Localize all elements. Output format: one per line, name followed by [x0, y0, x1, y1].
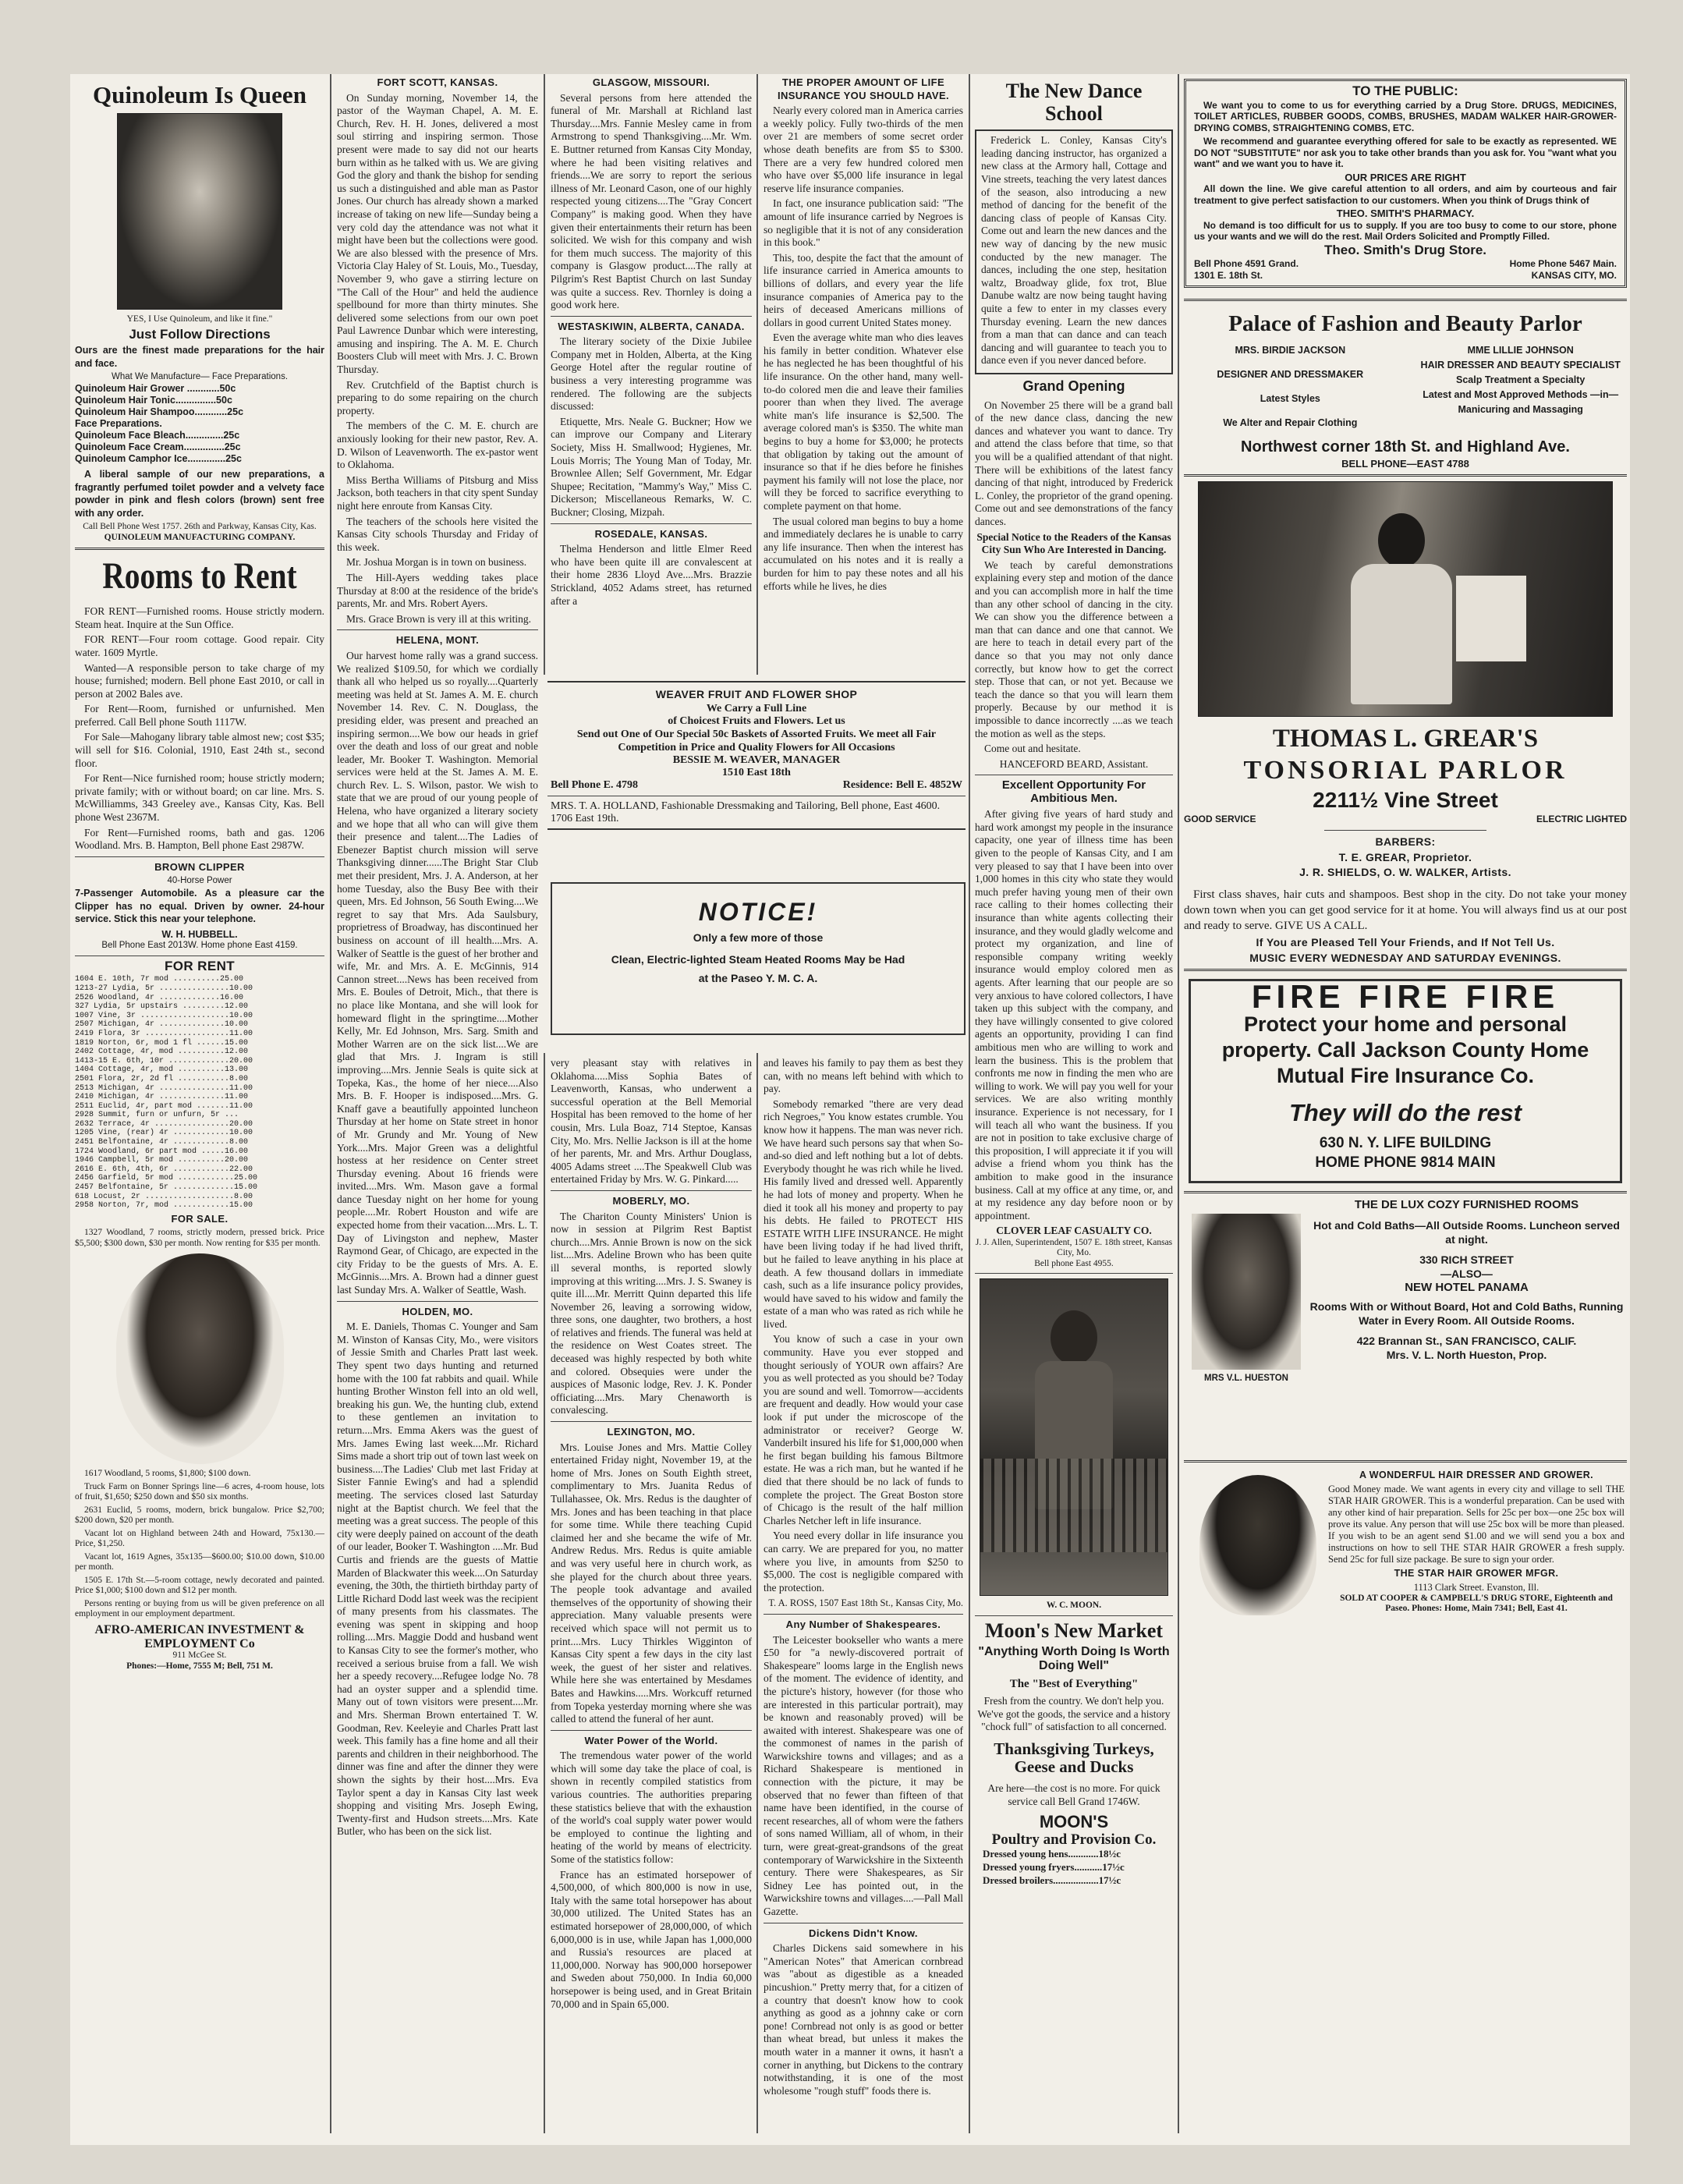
rent-row: 2419 Flora, 3r ..................11.00 — [75, 1029, 253, 1038]
grower-ad — [1184, 1467, 1627, 1654]
story-fort-scott-2: Rev. Crutchfield of the Baptist church is preparing to do some repairing on the church property. — [337, 378, 538, 417]
drug-store-ad — [1184, 79, 1627, 288]
column-rule — [544, 1053, 545, 2133]
clover-phone: Bell phone East 4955. — [1034, 1258, 1114, 1268]
public-t2: We recommend and guarantee everything offered for sale to be exactly as represented. WE DO NOT "SUBSTITUTE" nor ask you to take other brands than you ask for. You "want what you want" and we want you to have it. — [1194, 136, 1617, 169]
sale-listings — [75, 1469, 324, 1620]
dance-box — [975, 129, 1173, 374]
dance-title: The New Dance School — [1005, 80, 1143, 125]
weaver-phones — [547, 779, 966, 792]
poultry-price: Dressed young fryers...........17½c — [983, 1861, 1125, 1873]
rent-row: 2513 Michigan, 4r ...............11.00 — [75, 1083, 253, 1093]
grear-address: 2211½ Vine Street — [1313, 787, 1498, 812]
palace-birdie — [1184, 343, 1397, 431]
weaver-l1: We Carry a Full Line — [706, 703, 807, 714]
barber-2: J. R. SHIELDS, O. W. WALKER, Artists. — [1299, 866, 1511, 879]
rent-row: 2616 E. 6th, 4th, 6r ............22.00 — [75, 1165, 253, 1174]
grear-title: TONSORIAL PARLOR — [1243, 756, 1568, 785]
fire-text: Protect your home and personal property. Call Jackson County Home Mutual Fire Insurance Co. — [1221, 1012, 1589, 1087]
divider — [75, 856, 324, 857]
palace-address: Northwest corner 18th St. and Highland Ave. — [1241, 438, 1570, 456]
weaver-manager: BESSIE M. WEAVER, MANAGER — [672, 754, 841, 766]
grear-electric: ELECTRIC LIGHTED — [1536, 813, 1627, 824]
fire-title: FIRE FIRE FIRE — [1251, 978, 1560, 1016]
afro-phone: Phones:—Home, 7555 M; Bell, 751 M. — [126, 1661, 273, 1671]
column-rule — [330, 74, 331, 2133]
afro-head: AFRO-AMERICAN INVESTMENT & EMPLOYMENT Co — [94, 1622, 305, 1650]
divider — [551, 1730, 752, 1731]
turkey-head: Thanksgiving Turkeys, Geese and Ducks — [994, 1739, 1154, 1777]
story-holden: M. E. Daniels, Thomas C. Younger and Sam M. Winston of Kansas City, Mo., were visitors of Jessie Smith and Charles Pratt last week. They spent two days hunting and returned home with the 100 fat rabbits and quail. While hunting Brother Winston fell into an old well, breaking his gun. We, the hunting club, extend to these gentlemen an invitation to return....Mrs. Emma Akers was the guest of Mrs. James Ewing last week....Mr. Richard Sims made a short trip out of town last week on business....The Ladies' Club met last Friday at Sister Fannie Ewing's and had a splendid meeting. The services closed last Saturday night at the Baptist church. We feel that the meeting was a great success. The people of this city were deeply pained on account of the death of our leader, Booker T. Washington ....Mr. Bud Curtis and friends are the guests of Mattie Marden of Blackwater this week....On Saturday evening, the 30th, the thirtieth birthday party of Little Richard Dodd last week was the recipient of many presents from his classmates. The evening was spent in skipping and hoop rolling....Mrs. Maggie Dodd and husband went to Kansas City to see the former's mother, who received a serious bruise from a fall. We wish her a speedy recovery....Refugee lodge No. 78 had an oyster supper and a splendid time. Many out of town visitors were present....Mr. and Mrs. Sherman Brown entertained T. W. Goodman, Rev. Keeleyie and Charles Pratt last week. This family has a fine home and all their parents and children in their neighborhood. The dinner was fine and after the dinner they were shown the sights by their host....Mrs. Eva Taylor spent a day in Kansas City last week shopping and visiting Mrs. Joseph Ewing, Twenty-first and Hudson streets....Mrs. Kate Butler, who has been on the sick list. — [337, 1321, 538, 1838]
moon-market-title: Moon's New Market — [984, 1618, 1164, 1642]
newspaper-page — [70, 74, 1630, 2145]
classified-ad: For Sale—Mahogany library table almost new; cost $35; will sell for $16. Colonial, 1910, East 24th st., second floor. — [75, 731, 324, 769]
weaver-l2: of Choicest Fruits and Flowers. Let us — [668, 715, 845, 727]
moon-caption: W. C. MOON. — [1046, 1601, 1102, 1611]
rent-row: 1404 Cottage, 4r, mod ..........13.00 — [75, 1065, 249, 1075]
divider — [551, 1190, 752, 1191]
divider — [1184, 299, 1627, 301]
cozy-head: THE DE LUX COZY FURNISHED ROOMS — [1354, 1197, 1579, 1211]
sale-listing: Persons renting or buying from us will be given preference on all employment in our employment department. — [75, 1598, 324, 1619]
quinoleum-caption: YES, I Use Quinoleum, and like it fine." — [126, 314, 273, 324]
weaver-residence: Residence: Bell E. 4852W — [842, 779, 962, 791]
rent-row: 2632 Terrace, 4r ................20.00 — [75, 1119, 253, 1129]
column-rule — [756, 74, 758, 675]
price-list-item: Quinoleum Hair Grower ............50c — [75, 382, 236, 394]
headline-rosedale: ROSEDALE, KANSAS. — [594, 527, 708, 540]
story-fort-scott-7: The Hill-Ayers wedding takes place Thursday at 8:00 at the residence of the bride's parents, Mr. and Mrs. Robert Ayers. — [337, 571, 538, 610]
price-list-item: Quinoleum Hair Tonic...............50c — [75, 394, 232, 406]
divider — [551, 523, 752, 524]
insurance-signature: T. A. ROSS, 1507 East 18th St., Kansas City, Mo. — [768, 1597, 963, 1609]
rent-row: 2511 Euclid, 4r, part mod .......11.00 — [75, 1101, 253, 1111]
store-name: Theo. Smith's Drug Store. — [1323, 242, 1487, 257]
palace-lillie — [1414, 343, 1627, 431]
price-list-item: Quinoleum Face Cream...............25c — [75, 441, 241, 452]
cozy-text: Hot and Cold Baths—All Outside Rooms. Luncheon served at night. — [1313, 1218, 1620, 1246]
story-rosedale: Thelma Henderson and little Elmer Reed who have been quite ill are convalescent at their home 2836 Lloyd Ave....Mrs. Brazzie Strickland, 4052 Adams street, has returned after a — [551, 543, 752, 607]
quinoleum-title: Quinoleum Is Queen — [93, 81, 306, 108]
rent-row: 2928 Summit, furn or unfurn, 5r ... — [75, 1111, 239, 1120]
column-2 — [337, 74, 538, 1841]
sale-listing: Vacant lot, 1619 Agnes, 35x135—$600.00; $10.00 down, $10.00 per month. — [75, 1551, 324, 1572]
moon-price-list — [975, 1848, 1173, 1887]
barbers-head: BARBERS: — [1375, 835, 1436, 849]
store-phones — [1194, 258, 1617, 270]
weaver-head: WEAVER FRUIT AND FLOWER SHOP — [655, 688, 858, 700]
sale-listing: Vacant lot on Highland between 24th and Howard, 75x130.—Price, $1,250. — [75, 1528, 324, 1549]
clipper-sub: 40-Horse Power — [167, 876, 232, 886]
story-westaskiwin: The literary society of the Dixie Jubilee Company met in Holden, Alberta, at the King George Hotel after the regular routine of business a very interesting programme was rendered. The following are the subjects discussed: — [551, 335, 752, 413]
quinoleum-what: What We Manufacture— Face Preparations. — [111, 372, 289, 382]
birdie-name: MRS. BIRDIE JACKSON — [1235, 344, 1346, 356]
grower-text-block — [1328, 1467, 1625, 1615]
divider — [75, 548, 324, 550]
store-home-phone: Home Phone 5467 Main. — [1509, 258, 1617, 269]
divider — [975, 1615, 1173, 1616]
story-fort-scott-5: The teachers of the schools here visited the Kansas City schools Thursday and Friday of this week. — [337, 515, 538, 553]
store-address — [1194, 270, 1617, 282]
forsale-head: FOR SALE. — [171, 1212, 229, 1225]
poultry-head: Poultry and Provision Co. — [991, 1831, 1157, 1848]
rent-row: 2410 Michigan, 4r ..............11.00 — [75, 1093, 249, 1102]
dance-method: We teach by careful demonstrations explaining every step and motion of the dance and you can accomplish more in half the time than any other school of dancing in the city. We can show you the difference between a man that can dance and one that cannot. We are here to teach in detail every part of the dance so that you may not only dance correctly, but know how to get the correct step. Those that can, or not yet. Because we teach the dance so that you will learn them properly. Because by our method it is impossible to dance incorrectly ....as we teach the motion as well as the steps. — [975, 558, 1173, 739]
quinoleum-sub: Just Follow Directions — [129, 326, 271, 342]
column-rule — [969, 74, 970, 2133]
weaver-address: 1510 East 18th — [722, 767, 791, 778]
story-insurance: Nearly every colored man in America carries a weekly policy. Fully two-thirds of the men over 21 are members of some secret order whose death benefits are from $5 to $300. There are a very few hundred colored men who have over $5,000 life insurance in legal reserve life insurance companies. — [764, 105, 963, 194]
story-fort-scott: On Sunday morning, November 14, the pastor of the Wayman Chapel, A. M. E. Church, Rev. H. H. Jones, delivered a most soul stirring and inspiring sermon. Those present were made to say did not our hearts burn within as he talked with us. We are giving God the glory and thank the bishop for sending us such a distinguished and able man as Pastor Jones. Our church has already shown a marked increase of taking on new life—Sunday being a very cold day the attendance was not what it might have been but the collections were good. We are also blessed with the presence of Mrs. Victoria Clay Haley of St. Louis, Mo., Tuesday, November 9, who gave a stirring lecture on "The Call of the Hour" and held the audience spellbound for more than thirty minutes. She delivered some selections from our own poet Paul Lawrence Dunbar which were interesting, amusing and inspiring. The A. M. E. Church Boosters Club will meet with Mrs. J. C. Brown Thursday. — [337, 91, 538, 376]
quinoleum-offer: A liberal sample of our new preparations, a fragrantly perfumed toilet powder and a velvety face powder in pink and flesh colors (brown) sent free with any order. — [75, 468, 324, 519]
hueston-caption: MRS V.L. HUESTON — [1204, 1373, 1288, 1383]
grand-opening-text: On November 25 there will be a grand ball of the new dance class, dancing the new dances and whatever you want to dance. Try and attend the class before that time, so that you will be a qualified attendant of that night. There will be exhibitions of the latest fancy dancing of that night, introduced by Frederick L. Conley, the proprietor of the grand opening. Come out and see demonstrations of the fancy dances. — [975, 399, 1173, 528]
rent-row: 1604 E. 10th, 7r mod ..........25.00 — [75, 975, 244, 984]
rooms-title: Rooms to Rent — [102, 555, 297, 597]
grear-features — [1184, 813, 1627, 826]
rent-row: 327 Lydia, 5r upstairs .........12.00 — [75, 1002, 249, 1012]
store-street: 1301 E. 18th St. — [1194, 269, 1263, 281]
column-4 — [764, 74, 963, 675]
hueston-portrait — [1192, 1214, 1301, 1370]
rent-row: 2457 Belfontaine, 5r .............15.00 — [75, 1183, 258, 1193]
divider — [1184, 1460, 1627, 1462]
story-water-power: The tremendous water power of the world which will some day take the place of coal, is shown in recently compiled statistics from various countries. The authorities preparing these statistics believe that with the exhaustion of the world's coal supply water power would be employed to continue the lighting and heating of the world by means of electricity. Some of the statistics follow: — [551, 1750, 752, 1866]
grear-good-service: GOOD SERVICE — [1184, 813, 1256, 824]
pharmacy-name: THEO. SMITH'S PHARMACY. — [1336, 207, 1475, 219]
grower-mfr: THE STAR HAIR GROWER MFGR. — [1394, 1567, 1559, 1579]
poultry-price: Dressed broilers..................17½c — [983, 1874, 1121, 1886]
classified-ad: FOR RENT—Furnished rooms. House strictly modern. Steam heat. Inquire at the Sun Office. — [75, 605, 324, 630]
rent-row: 1946 Campbell, 5r mod ..........20.00 — [75, 1156, 249, 1165]
classified-ad: For Rent—Nice furnished room; house strictly modern; private family; with or without board; on car line. Mrs. S. McWilliamms, 343 Greeley ave., Kansas City, Kas. Bell phone West 2367M. — [75, 772, 324, 824]
story-fort-scott-8: Mrs. Grace Brown is very ill at this writing. — [346, 612, 531, 625]
moon-best: The "Best of Everything" — [1009, 1677, 1139, 1690]
public-t3: All down the line. We give careful attention to all orders, and aim by courteous and fair treatment to give perfect satisfaction to our customers. When you think of Drugs think of — [1194, 183, 1617, 206]
story-water-power-2: France has an estimated horsepower of 4,500,000, of which 800,000 is now in use, Italy with the same total horsepower has about 30,000 utilized. The United States has an estimated horsepower of 28,000,000, of which 6,000,000 is in use, while Japan has 1,000,000 and Russia's resources are placed at 11,000,000. Norway has 900,000 horsepower and Sweden about 750,000. In India 60,000 horsepower is being used, and in Great Britain 70,000 and in Spain 65,000. — [551, 1868, 752, 2010]
column-5 — [975, 74, 1173, 1887]
story-lexington: Mrs. Louise Jones and Mrs. Mattie Colley entertained Friday night, November 19, at the home of Mrs. Jones on South Eighth street, complimentary to Mrs. Juanita Redus of Tullahassee, Ok. Mrs. Redus is the daughter of Mrs. Jones and has been teaching in that place for some time. While there teaching Cupid claimed her and she became the wife of Mr. Andrew Redus. Mrs. Redus is quite amiable and was very useful here in church work, as she played for the church about three years. The people took advantage and availed themselves of the opportunity of showing their appreciation. Many valuable presents were received which space will not permit us to print....Mrs. Lucy Thirkles Wigginton of Kansas City spent a few days in the city last week, the guest of her sister and relatives. While here she was entertained by Mesdames Bates and Hawkins.....Mrs. Workcuff returned from Topeka yesterday morning where she was called to attend the funeral of her aunt. — [551, 1441, 752, 1725]
divider — [975, 1273, 1173, 1274]
barbershop-photo — [1198, 481, 1613, 717]
column-3-lower — [551, 1057, 752, 2013]
panama-prop: Mrs. V. L. North Hueston, Prop. — [1386, 1348, 1547, 1361]
public-head: TO THE PUBLIC: — [1352, 83, 1458, 98]
story-rosedale-cont: very pleasant stay with relatives in Oklahoma.....Miss Sophia Bates of Leavenworth, Kansas, who underwent a successful operation at the Bell Memorial Hospital has been removed to the home of her cousin, Mrs. Lula Boaz, 714 Steptoe, Kansas City, Mo. Mrs. Nellie Jackson is ill at the home of her parents, Mr. and Mrs. Arthur Douglass, 4005 Adams street ....The Speakwell Club was entertained Friday by Mrs. W. G. Pinkard..... — [551, 1057, 752, 1186]
rent-row: 1007 Vine, 3r ...................10.00 — [75, 1011, 253, 1020]
rent-row: 1213-27 Lydia, 5r ...............10.00 — [75, 984, 253, 993]
opportunity-text: After giving five years of hard study and hard work amongst my people in the insurance capacity, one year of illness time has been given to the people of Kansas City, and I am very pleased to say that I have been into over 1,000 homes in this city who state they would much prefer having young men of their own race calling to their homes collecting their insurance than white agents collecting their insurance, and they would gladly welcome and protect my organization, and line of responsible company writing weekly insurance would employ colored men as agents. After learning that our people are so very anxious to have colored collectors, I have taken up this subject with the company, and they have willingly consented to give colored agents an opportunity, providing I can find ambitious men who are willing to work and learn the business. This is the problem that confronts me now in finding the men who are willing to work. We will pay you well for your services. We are also writing monthly insurance. Experience is not necessary, for I will teach all who want the business. If you are not in position to take exclusive charge of this proposition, I will appreciate it if you will advise a friend whom you think has the ambition to make good in the insurance business. Call at my office at any time, or, and at my residence any day before noon or by appointment. — [975, 808, 1173, 1221]
lillie-methods: Latest and Most Approved Methods —in— Manicuring and Massaging — [1423, 388, 1619, 415]
palace-columns — [1184, 343, 1627, 431]
palace-title: Palace of Fashion and Beauty Parlor — [1228, 311, 1582, 336]
headline-helena: HELENA, MONT. — [395, 634, 480, 647]
grower-sold: SOLD AT COOPER & CAMPBELL'S DRUG STORE, Eighteenth and Paseo. Phones: Home, Main 7341; Bell, East 41. — [1340, 1593, 1613, 1614]
store-bell-phone: Bell Phone 4591 Grand. — [1194, 258, 1299, 269]
headline-lexington: LEXINGTON, MO. — [607, 1426, 696, 1438]
fire-phone: HOME PHONE 9814 MAIN — [1315, 1154, 1496, 1171]
rent-row: 2451 Belfontaine, 4r ............8.00 — [75, 1138, 249, 1147]
holland-ad: MRS. T. A. HOLLAND, Fashionable Dressmaking and Tailoring, Bell phone, East 4600. 1706 East 19th. — [551, 800, 941, 824]
clover-company: CLOVER LEAF CASUALTY CO. — [996, 1225, 1152, 1237]
story-moberly: The Chariton County Ministers' Union is now in session at Pilgrim Rest Baptist church....Mrs. Annie Brown is now on the sick list....Mrs. Adeline Brown who has been quite ill several months, is reported slowly improving at this writing....Mrs. J. S. Swaney is quite ill....Mr. Merritt Quinn departed this life November 26, leaving a sorrowing widow, three sons, one daughter, two brothers, a host of relatives and friends. The funeral was held at the residence on West Coates street. The deceased was highly respected by both white and colored. Obsequies were under the auspices of Masonic lodge, Rev. J. K. Ponder officiating....Mrs. Mary Chenaworth is convalescing. — [551, 1210, 753, 1416]
column-6 — [1184, 74, 1627, 1654]
divider — [1184, 474, 1627, 477]
rent-row: 2958 Norton, 7r, mod ............15.00 — [75, 1201, 253, 1211]
public-t4: No demand is too difficult for us to supply. If you are too busy to come to our store, phone us your wants and we will do the rest. Mail Orders Solicited and Promptly Filled. — [1194, 219, 1617, 242]
barber-figure-head — [1378, 513, 1425, 568]
grower-head: A WONDERFUL HAIR DRESSER AND GROWER. — [1359, 1469, 1594, 1480]
birdie-role: DESIGNER AND DRESSMAKER — [1217, 368, 1364, 380]
divider — [551, 1421, 752, 1422]
public-t1: We want you to come to us for everything carried by a Drug Store. DRUGS, MEDICINES, TOILET ARTICLES, RUBBER GOODS, COMBS, BRUSHES, MADAM WALKER HAIR-GROWER-DRYING COMBS, STRAIGHTENING COMBS, ETC. — [1194, 99, 1617, 133]
price-list-item: Quinoleum Face Bleach..............25c — [75, 429, 240, 441]
investor-portrait — [116, 1253, 284, 1464]
panama-text: Rooms With or Without Board, Hot and Cold Baths, Running Water in Every Room. All Outside Rooms. — [1309, 1299, 1624, 1327]
weaver-l3: Send out One of Our Special 50c Baskets of Assorted Fruits. We meet all Fair Competition in Price and Quality Flowers for All Occasions — [576, 729, 937, 753]
barber-figure-body — [1351, 564, 1452, 704]
dance-signature: HANCEFORD BEARD, Assistant. — [999, 757, 1149, 770]
grear-please: If You are Pleased Tell Your Friends, and If Not Tell Us. — [1256, 936, 1555, 949]
price-list-item: Quinoleum Hair Shampoo............25c — [75, 406, 244, 417]
column-rule — [756, 1053, 758, 2133]
story-dickens: Charles Dickens said somewhere in his "American Notes" that American cornbread was "about as digestible as a kneaded pincushion." Pretty merry that, for a citizen of a country that doesn't know how to cook anything as good as a johnny cake or corn pone! Cornbread not only is as good or better than wheat bread, but unless it makes the mouth water in a manner it owns, it hasn't a corner in anything, but Dickens to the contrary notwithstanding, it is one of the most wholesome "rough stuff" foods there is. — [764, 1942, 963, 2097]
story-insurance-cont: and leaves his family to pay them as best they can, with no means left behind with which to pay. — [764, 1057, 963, 1095]
classified-ad: Wanted—A responsible person to take charge of my house; furnished; modern. Bell phone East 2010, or call in person at 2002 Bales ave. — [75, 661, 324, 700]
dance-text: Frederick L. Conley, Kansas City's leading dancing instructor, has organized a new class at the Armory hall, Cottage and Vine streets, teaching the very latest dances of the season, also introducing a new method of dancing for the benefit of the dancing class of people of Kansas City. Come out and learn the new dances and the new way of dancing by the new music conducted by the new manager. The dances, including the one step, hesitation waltz, Broadway glide, fox trot, Blue Danube waltz are now being taught having quite a few to enter in my classes every Thursday evening. Learn the new dances from a man that can dance and can teach dancing and will guarantee to teach you to dance even if you never danced before. — [981, 134, 1167, 367]
divider — [764, 1614, 963, 1615]
rent-row: 2507 Michigan, 4r ..............10.00 — [75, 1020, 249, 1030]
store-city: KANSAS CITY, MO. — [1531, 269, 1617, 281]
divider — [551, 316, 752, 317]
turkey-text: Are here—the cost is no more. For quick service call Bell Grand 1746W. — [987, 1782, 1160, 1807]
story-insurance-8: You need every dollar in life insurance you can carry. We are prepared for you, no matter where you live, in amounts from $250 to $5,000. The cost is negligible compared with the protection. — [764, 1530, 963, 1594]
rent-row: 1819 Norton, 6r, mod 1 fl ......15.00 — [75, 1038, 249, 1048]
panama-address: 422 Brannan St., SAN FRANCISCO, CALIF. — [1356, 1334, 1577, 1347]
moon-figure-head — [1051, 1310, 1097, 1365]
forrent-head: FOR RENT — [164, 958, 236, 973]
story-insurance-7: You know of such a case in your own community. Have you ever stopped and thought seriously of YOUR own affairs? Are you as well protected as you should be? Today you are sound and well. Tomorrow—accidents are frequent and deadly. How would your case look if put under the microscope of the administrator or receiver? George W. Vanderbilt insured his life for $1,000,000 when he first began building his famous Biltmore estate. He was a rich man, but he wanted if he died that there should be no lack of funds to complete the project. The Great Boston store of Chicago is the result of the half million Charles Netcher left in life insurance. — [764, 1333, 963, 1526]
rooms-ads — [75, 605, 324, 853]
panama-head: NEW HOTEL PANAMA — [1405, 1280, 1529, 1294]
story-insurance-4: Even the average white man who dies leaves his family in better condition. Whatever else he has neglected he has been thoughtful of his life insurance. On the other hand, many well-to-do colored men die and leave their families poorer than when they lived. The average white man's life insurance is $2,500. The average colored man's is $350. The white man begins to buy a home for $3,000; he protects that obligation by taking out the amount of insurance so that if he dies before he finishes payment his family will not lose the place, nor will they be forced to sacrifice everything to complete payment on that home. — [764, 332, 963, 512]
cozy-text-block — [1309, 1198, 1625, 1362]
grower-address: 1113 Clark Street. Evanston, Ill. — [1413, 1581, 1540, 1593]
quinoleum-price-list — [75, 383, 324, 465]
story-fort-scott-3: The members of the C. M. E. church are anxiously looking for their new pastor, Rev. A. D. Wilson of Leavenworth. The ex-pastor went to Oklahoma. — [337, 420, 538, 471]
classified-ad: FOR RENT—Four room cottage. Good repair. City water. 1609 Myrtle. — [75, 633, 324, 658]
notice-l2: Clean, Electric-lighted Steam Heated Rooms May be Had — [611, 953, 905, 966]
grand-opening-head: Grand Opening — [1022, 378, 1125, 394]
quinoleum-text: Ours are the finest made preparations for the hair and face. — [75, 345, 324, 369]
birdie-alter: We Alter and Repair Clothing — [1223, 417, 1358, 428]
column-rule — [1178, 74, 1179, 2133]
grear-text: First class shaves, hair cuts and shampoos. Best shop in the city. Do not take your money down town when you can get good service for it at home. You will always find us at our post and ready to serve. GIVE US A CALL. — [1184, 888, 1627, 933]
divider — [337, 1301, 538, 1302]
headline-water-power: Water Power of the World. — [584, 1734, 718, 1746]
story-helena: Our harvest home rally was a grand success. We realized $109.50, for which we cordially thank all who helped us so royally....Quarterly meeting was held at St. James A. M. E. church November 14. Rev. C. N. Douglass, the presiding elder, was present and preached an inspiring sermon....We bow our heads in grief over the death and loss of our great and noble leader, Mr. Booker T. Washington. Memorial services were held at the St. James A. M. E. church Rev. L. S. Wilson, pastor. We wish to state that we are proud of our young people of Helena, who have organized a literary society and we hope that all who can will give them their presence and talent....The Ladies of Ebenezer Baptist church mission will serve Thanksgiving dinner......The Bright Star Club met their president, Mrs. J. A. Anderson, at her home Tuesday, also the Busy Bee with their queen, Mrs. Ed Johnson, 56 South Ewing....We regret to say that Mrs. Ada Saulsbury, proprietress of Broadway, has discontinued her business on account of ill health....Mrs. A. Walker of Seattle is the guest of her brother and wife, Mr. and Mrs. A. E. McGinnis, 914 Cannon street....News has been received from Mrs. E. Boules of Detroit, Mich., that there is no place like Montana, and she will look for homeward flight in the springtime....Mother Kelly, Mr. Ed Johnson, Mrs. Sarg. Smith and Mother Warren are on the sick list....We are glad that Mrs. J. Ingram is still improving....Mrs. Jennie Seals is quite sick at Topeka, Kas., the home of her niece....Also Mrs. B. F. Hooper is indisposed....Mrs. G. Knaff gave a beautifully appointed luncheon Thursday at her home on State street in honor of Mr. Grundy and Mr. Young of New York....Mrs. Major Green was a delightful hostess at her residence on Center street Thursday evening. About 16 friends were invited....Mrs. Wm. Mason gave a formal dance Tuesday night on her home for young people....Mr. Robert Houston and wife are expected home from their vacation....Mrs. L. T. Day of Livingston and nephew, Master Raymond Gear, of Chicago, are expected in the city Friday to be the guests of Mrs. A. E. McGinnis....Mrs. A. Brown had a dinner guest last Sunday Mrs. A. Walker of Seattle, Wash. — [337, 649, 538, 1296]
grower-portrait — [1199, 1475, 1316, 1615]
lillie-role: HAIR DRESSER AND BEAUTY SPECIALIST — [1420, 359, 1621, 370]
notice-l1: Only a few more of those — [693, 931, 824, 944]
clipper-head: BROWN CLIPPER — [154, 860, 245, 873]
grear-name: THOMAS L. GREAR'S — [1272, 725, 1539, 753]
rent-row: 1413-15 E. 6th, 10r .............20.00 — [75, 1056, 253, 1065]
clover-superintendent: J. J. Allen, Superintendent, 1507 E. 18th street, Kansas City, Mo. — [975, 1237, 1173, 1258]
headline-westaskiwin: WESTASKIWIN, ALBERTA, CANADA. — [558, 320, 745, 332]
quinoleum-company: QUINOLEUM MANUFACTURING COMPANY. — [104, 532, 296, 542]
moons-head: MOON'S — [1039, 1812, 1109, 1832]
story-insurance-5: The usual colored man begins to buy a home and immediately declares he is unable to carry any life insurance. Then when the interest has accumulated on his notes and it is really a burden for him to pay these notes and all his efforts while he lives, he dies — [764, 515, 963, 592]
story-insurance-2: In fact, one insurance publication said: "The amount of life insurance carried by Negroes is so negligible that it is not of any consideration in this book." — [764, 197, 963, 249]
rent-row: 1724 Woodland, 6r part mod .....16.00 — [75, 1147, 249, 1156]
story-glasgow: Several persons from here attended the funeral of Mr. Marshall at Richland last Thursday....Mrs. Fannie Mesley came in from Armstrong to spend Thanksgiving....Mr. Wm. E. Buttner returned from Kansas City Monday, where he had been visiting relatives and friends....We are sorry to report the serious illness of Mr. Leonard Cason, one of our highly respected young citizens....The "Gray Concert Company" is making good. When they have given their entertainments their return has been solicited. We wish for this company and wish for them much success. The majority of this company is Glasgow product....The rally at Pilgrim's Rest Baptist Church on last Sunday was quite a success. Rev. Thornley is doing a good work here. — [551, 91, 752, 311]
palace-phone: BELL PHONE—EAST 4788 — [1341, 457, 1469, 470]
divider — [1324, 830, 1486, 831]
classified-ad: For Rent—Furnished rooms, bath and gas. 1206 Woodland. Mrs. B. Hampton, Bell phone East 2987W. — [75, 826, 324, 852]
rent-row: 2456 Garfield, 5r mod ............25.00 — [75, 1174, 258, 1183]
sale-listing: 1505 E. 17th St.—5-room cottage, newly decorated and painted. Price $1,000; $100 down and $12 per month. — [75, 1575, 324, 1596]
story-westaskiwin-2: Etiquette, Mrs. Neale G. Buckner; How we can improve our Company and Literary Society, Miss H. Smallwood; Hygienes, Mr. Louis Morris; The Young Man of Today, Mr. Brownlee Allen; Self Government, Mr. Edgar Shupee; Recitation, "Mammy's Way," Miss C. Dickerson; Miscellaneous Remarks, W. C. Buckner; Closing, Mizpah. — [551, 415, 752, 518]
forsale-text: 1327 Woodland, 7 rooms, strictly modern, pressed brick. Price $5,500; $300 down, $30 per month. Now renting for $35 per month. — [75, 1228, 324, 1248]
headline-glasgow: GLASGOW, MISSOURI. — [592, 76, 710, 88]
sale-listing: Truck Farm on Bonner Springs line—6 acres, 4-room house, lots of fruit, $1,650; $250 down and $50 six months. — [75, 1481, 324, 1502]
column-rule — [544, 74, 545, 675]
clipper-name: W. H. HUBBELL. — [161, 928, 238, 940]
column-4-lower — [764, 1057, 963, 2100]
quinoleum-call: Call Bell Phone West 1757. 26th and Parkway, Kansas City, Kas. — [83, 522, 317, 532]
special-notice: Special Notice to the Readers of the Kansas City Sun Who Are Interested in Dancing. — [976, 530, 1171, 556]
lillie-scalp: Scalp Treatment a Specialty — [1456, 374, 1586, 385]
column-1 — [75, 74, 324, 1672]
column-3 — [551, 74, 752, 675]
clipper-text: 7-Passenger Automobile. As a pleasure car the Clipper has no equal. Driven by owner. 24-hour service. Stick this near your telephone. — [75, 887, 324, 925]
rent-row: 1205 Vine, (rear) 4r ............10.00 — [75, 1129, 253, 1138]
prices-head: OUR PRICES ARE RIGHT — [1345, 171, 1466, 183]
quinoleum-portrait — [117, 113, 282, 310]
notice-title: NOTICE! — [698, 898, 818, 926]
price-list-item: Quinoleum Camphor Ice..............25c — [75, 452, 242, 464]
rent-row: 2526 Woodland, 4r .............16.00 — [75, 993, 244, 1002]
divider — [1184, 969, 1627, 971]
cozy-ad — [1184, 1198, 1627, 1455]
moon-quote: "Anything Worth Doing Is Worth Doing Well" — [978, 1645, 1170, 1673]
grear-music: MUSIC EVERY WEDNESDAY AND SATURDAY EVENINGS. — [1249, 951, 1561, 964]
divider — [337, 629, 538, 630]
rent-row: 618 Locust, 2r ...................8.00 — [75, 1192, 253, 1201]
birdie-styles: Latest Styles — [1260, 392, 1320, 404]
story-fort-scott-6: Mr. Joshua Morgan is in town on business. — [346, 556, 527, 569]
forrent-table — [75, 975, 324, 1210]
headline-shakespeare: Any Number of Shakespeares. — [785, 1618, 941, 1630]
poultry-price: Dressed young hens............18½c — [983, 1848, 1121, 1860]
story-insurance-3: This, too, despite the fact that the amount of life insurance carried in America amounts to billions of dollars, and every year the life insurance companies of America pay to the heirs of deceased Americans millions of dollars in good current United States money. — [764, 251, 963, 328]
fire-rest: They will do the rest — [1289, 1098, 1522, 1126]
story-fort-scott-4: Miss Bertha Williams of Pitsburg and Miss Jackson, both teachers in that city spent Sunday night here enroute from Kansas City. — [337, 473, 538, 512]
dance-hesitate: Come out and hesitate. — [984, 743, 1081, 755]
moon-fence — [980, 1459, 1167, 1552]
notice-l3: at the Paseo Y. M. C. A. — [698, 972, 818, 984]
lillie-name: MME LILLIE JOHNSON — [1467, 344, 1574, 356]
price-list-item: Face Preparations. — [75, 417, 162, 429]
sale-listing: 2631 Euclid, 5 rooms, modern, brick bungalow. Price $2,700; $200 down, $20 per month. — [75, 1505, 324, 1526]
afro-addr: 911 McGee St. — [172, 1650, 227, 1661]
moon-photo — [980, 1278, 1168, 1596]
grower-text: Good Money made. We want agents in every city and village to sell THE STAR HAIR GROWER. This is a wonderful preparation. Can be used with any other kind of hair preparation. Sells for 25c per box—one 25c box will prove its value. Any person that will use 25c box will be more than pleased. If you wish to be an agent send $1.00 and we will send you a box and instructions on how to sell THE STAR HAIR GROWER a fresh supply. Send 25c for full size package. Be sure to sign your order. — [1328, 1483, 1625, 1565]
story-shakespeare: The Leicester bookseller who wants a mere £50 for "a newly-discovered portrait of Shakespeare" looms large in the English news of the moment. The evidence of identity, and the picture's history, however (for those who are interested in this particular portrait), may be known and reasonably proved) will be awaited with interest. Shakespeare was one of the commonest of names in the parish of Warwickshire towns and villages; and as a Richard Shakespeare is mentioned in connection with the picture, it may be observed that no fewer than fifteen of that name have been identified, in the course of recent researches, all of whom were the fathers of sons named William, all of whom, in their turn, were great-great-grandsons of the great contemporary of Warwickshire in the Sixteenth century. There were Shakespeares, as Sir Sidney Lee has pointed out, in the Warwickshire towns and villages....—Pall Mall Gazette. — [764, 1633, 963, 1917]
fire-address: 630 N. Y. LIFE BUILDING — [1319, 1134, 1492, 1151]
clipper-phones: Bell Phone East 2013W. Home phone East 4159. — [101, 941, 298, 951]
headline-moberly: MOBERLY, MO. — [612, 1194, 690, 1207]
headline-insurance: THE PROPER AMOUNT OF LIFE INSURANCE YOU SHOULD HAVE. — [777, 76, 950, 101]
cozy-address: 330 RICH STREET — [1419, 1253, 1514, 1266]
opportunity-head: Excellent Opportunity For Ambitious Men. — [1001, 778, 1146, 805]
weaver-phone: Bell Phone E. 4798 — [551, 779, 639, 791]
moon-text: Fresh from the country. We don't help you. We've got the goods, the service and a history "chock full" of satisfaction to all concerned. — [977, 1695, 1171, 1733]
story-insurance-6: Somebody remarked "there are very dead rich Negroes," You know estates crumble. You know how it happens. The man was never rich. We have heard such persons say that when So-and-so died and left nothing but a lot of debts. Everybody thought he was rich while he lived. His family lived and dressed well. Apparently he had lots of money and property. When he died it took all his money and property to pay his debts. He failed to PROTECT HIS ESTATE WITH LIFE INSURANCE. He might have been living today if he had lived thrift, but he failed to leave anything in his place at death. A few thousand dollars in immediate cash, such as a life insurance policy provides, would have saved to his widow and family the estate of a man who was rated as rich while he lived. — [764, 1097, 963, 1330]
cozy-also: —ALSO— — [1440, 1267, 1493, 1280]
classified-ad: For Rent—Room, furnished or unfurnished. Men preferred. Call Bell phone South 1117W. — [75, 703, 324, 728]
headline-holden: HOLDEN, MO. — [402, 1305, 473, 1317]
sale-listing: 1617 Woodland, 5 rooms, $1,800; $100 down. — [84, 1469, 251, 1479]
headline-dickens: Dickens Didn't Know. — [809, 1927, 918, 1939]
divider — [1184, 1191, 1627, 1193]
rent-row: 2402 Cottage, 4r, mod ..........12.00 — [75, 1048, 249, 1057]
headline-fort-scott: FORT SCOTT, KANSAS. — [377, 76, 498, 88]
notice-box — [551, 882, 966, 1035]
fire-ad — [1189, 979, 1622, 1182]
barber-1: T. E. GREAR, Proprietor. — [1338, 850, 1472, 863]
weaver-ad — [547, 681, 966, 830]
rent-row: 2501 Flora, 2r, 2d fl ...........8.00 — [75, 1074, 249, 1083]
barber-towel — [1456, 576, 1526, 661]
